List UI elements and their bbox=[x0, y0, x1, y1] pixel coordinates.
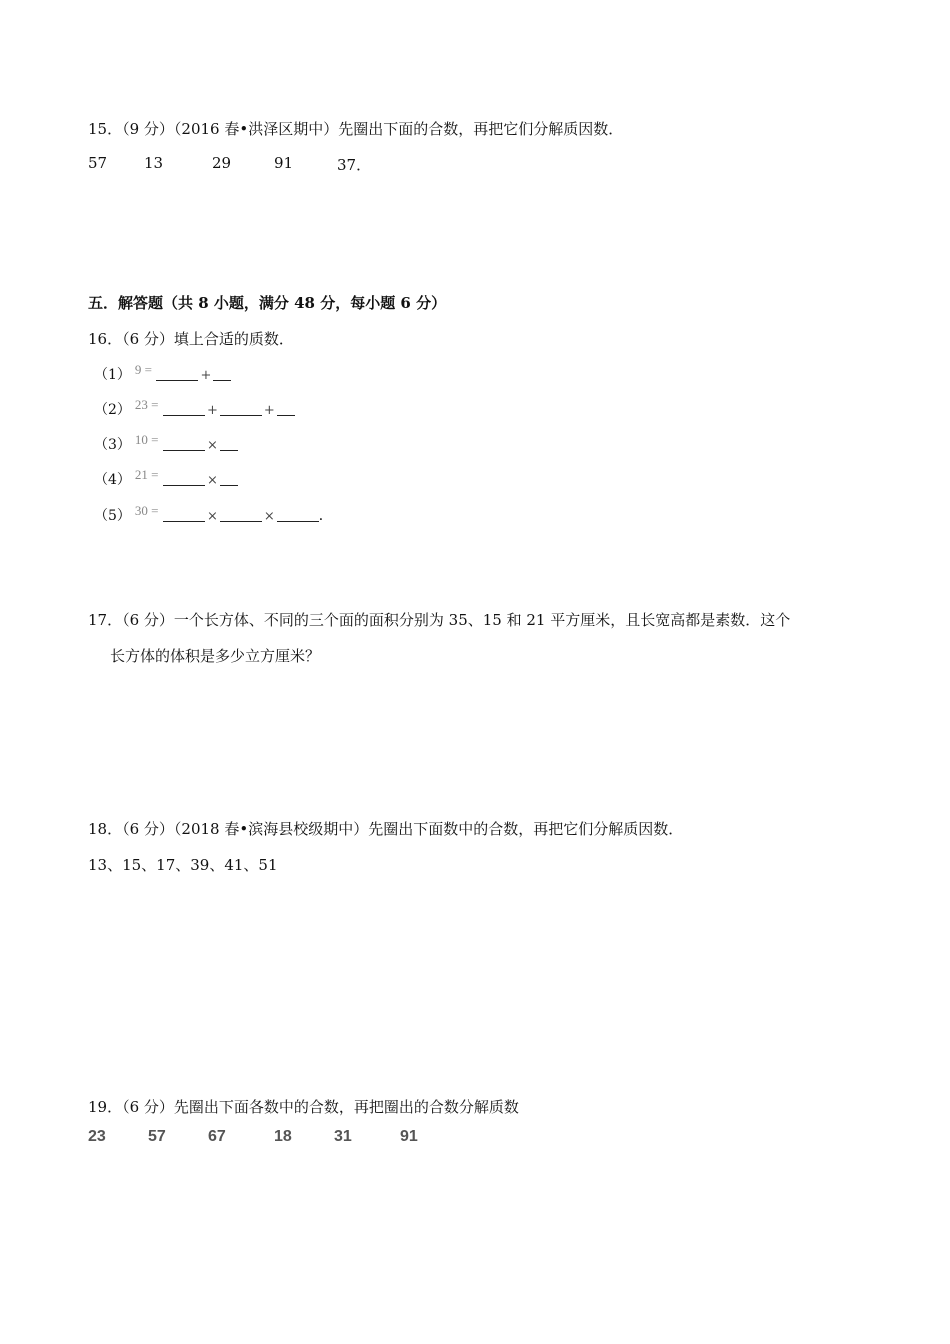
q18-header: 18．（6 分）（2018 春•滨海县校级期中）先圈出下面数中的合数，再把它们分解质因数． bbox=[88, 820, 684, 838]
equation-lhs: 21 = bbox=[134, 467, 159, 482]
q16-item-2 bbox=[94, 399, 295, 419]
q19-number: 91 bbox=[400, 1128, 418, 1145]
answer-blank[interactable] bbox=[220, 507, 262, 522]
q19-numbers bbox=[88, 1128, 488, 1150]
equation-lhs: 9 = bbox=[134, 362, 153, 377]
q19-header: 19．（6 分）先圈出下面各数中的合数，再把圈出的合数分解质数 bbox=[88, 1098, 519, 1116]
times-operator: × bbox=[263, 509, 275, 524]
q15-header: 15．（9 分）（2016 春•洪泽区期中）先圈出下面的合数，再把它们分解质因数． bbox=[88, 120, 624, 138]
item-label: （5） bbox=[94, 508, 131, 524]
equation-lhs: 23 = bbox=[134, 397, 159, 412]
q15-numbers bbox=[88, 154, 488, 174]
q15-number: 13 bbox=[144, 154, 164, 172]
q16-item-3 bbox=[94, 434, 238, 454]
q16-header: 16．（6 分）填上合适的质数． bbox=[88, 330, 294, 348]
item-label: （3） bbox=[94, 437, 131, 453]
times-operator: × bbox=[206, 473, 218, 488]
times-operator: × bbox=[206, 509, 218, 524]
answer-blank[interactable] bbox=[156, 366, 198, 381]
times-operator: × bbox=[206, 438, 218, 453]
q15-number: 37． bbox=[337, 156, 372, 174]
q16-item-4 bbox=[94, 469, 238, 489]
answer-blank[interactable] bbox=[213, 366, 231, 381]
answer-blank[interactable] bbox=[163, 436, 205, 451]
q16-item-5 bbox=[94, 505, 333, 525]
q17-line-1: 17．（6 分）一个长方体、不同的三个面的面积分别为 35、15 和 21 平方厘米，且长宽高都是素数．这个 bbox=[88, 611, 791, 629]
q19-number: 23 bbox=[88, 1128, 106, 1145]
answer-blank[interactable] bbox=[220, 436, 238, 451]
q15-number: 57 bbox=[88, 154, 108, 172]
period: ． bbox=[318, 508, 333, 524]
plus-operator: + bbox=[200, 368, 212, 383]
q19-number: 18 bbox=[274, 1128, 292, 1145]
plus-operator: + bbox=[263, 403, 275, 418]
item-label: （2） bbox=[94, 402, 131, 418]
q18-numbers: 13、15、17、39、41、51 bbox=[88, 856, 278, 874]
q15-number: 29 bbox=[212, 154, 232, 172]
q15-number: 91 bbox=[274, 154, 294, 172]
answer-blank[interactable] bbox=[220, 401, 262, 416]
q16-item-1 bbox=[94, 364, 231, 384]
item-label: （4） bbox=[94, 472, 131, 488]
q19-number: 67 bbox=[208, 1128, 226, 1145]
item-label: （1） bbox=[94, 367, 131, 383]
section-title: 五．解答题（共 8 小题，满分 48 分，每小题 6 分） bbox=[88, 294, 447, 312]
q19-number: 31 bbox=[334, 1128, 352, 1145]
answer-blank[interactable] bbox=[220, 471, 238, 486]
equation-lhs: 10 = bbox=[134, 432, 159, 447]
answer-blank[interactable] bbox=[277, 507, 319, 522]
equation-lhs: 30 = bbox=[134, 503, 159, 518]
answer-blank[interactable] bbox=[163, 401, 205, 416]
answer-blank[interactable] bbox=[163, 471, 205, 486]
answer-blank[interactable] bbox=[277, 401, 295, 416]
answer-blank[interactable] bbox=[163, 507, 205, 522]
plus-operator: + bbox=[206, 403, 218, 418]
q17-line-2: 长方体的体积是多少立方厘米？ bbox=[110, 647, 321, 665]
q19-number: 57 bbox=[148, 1128, 166, 1145]
